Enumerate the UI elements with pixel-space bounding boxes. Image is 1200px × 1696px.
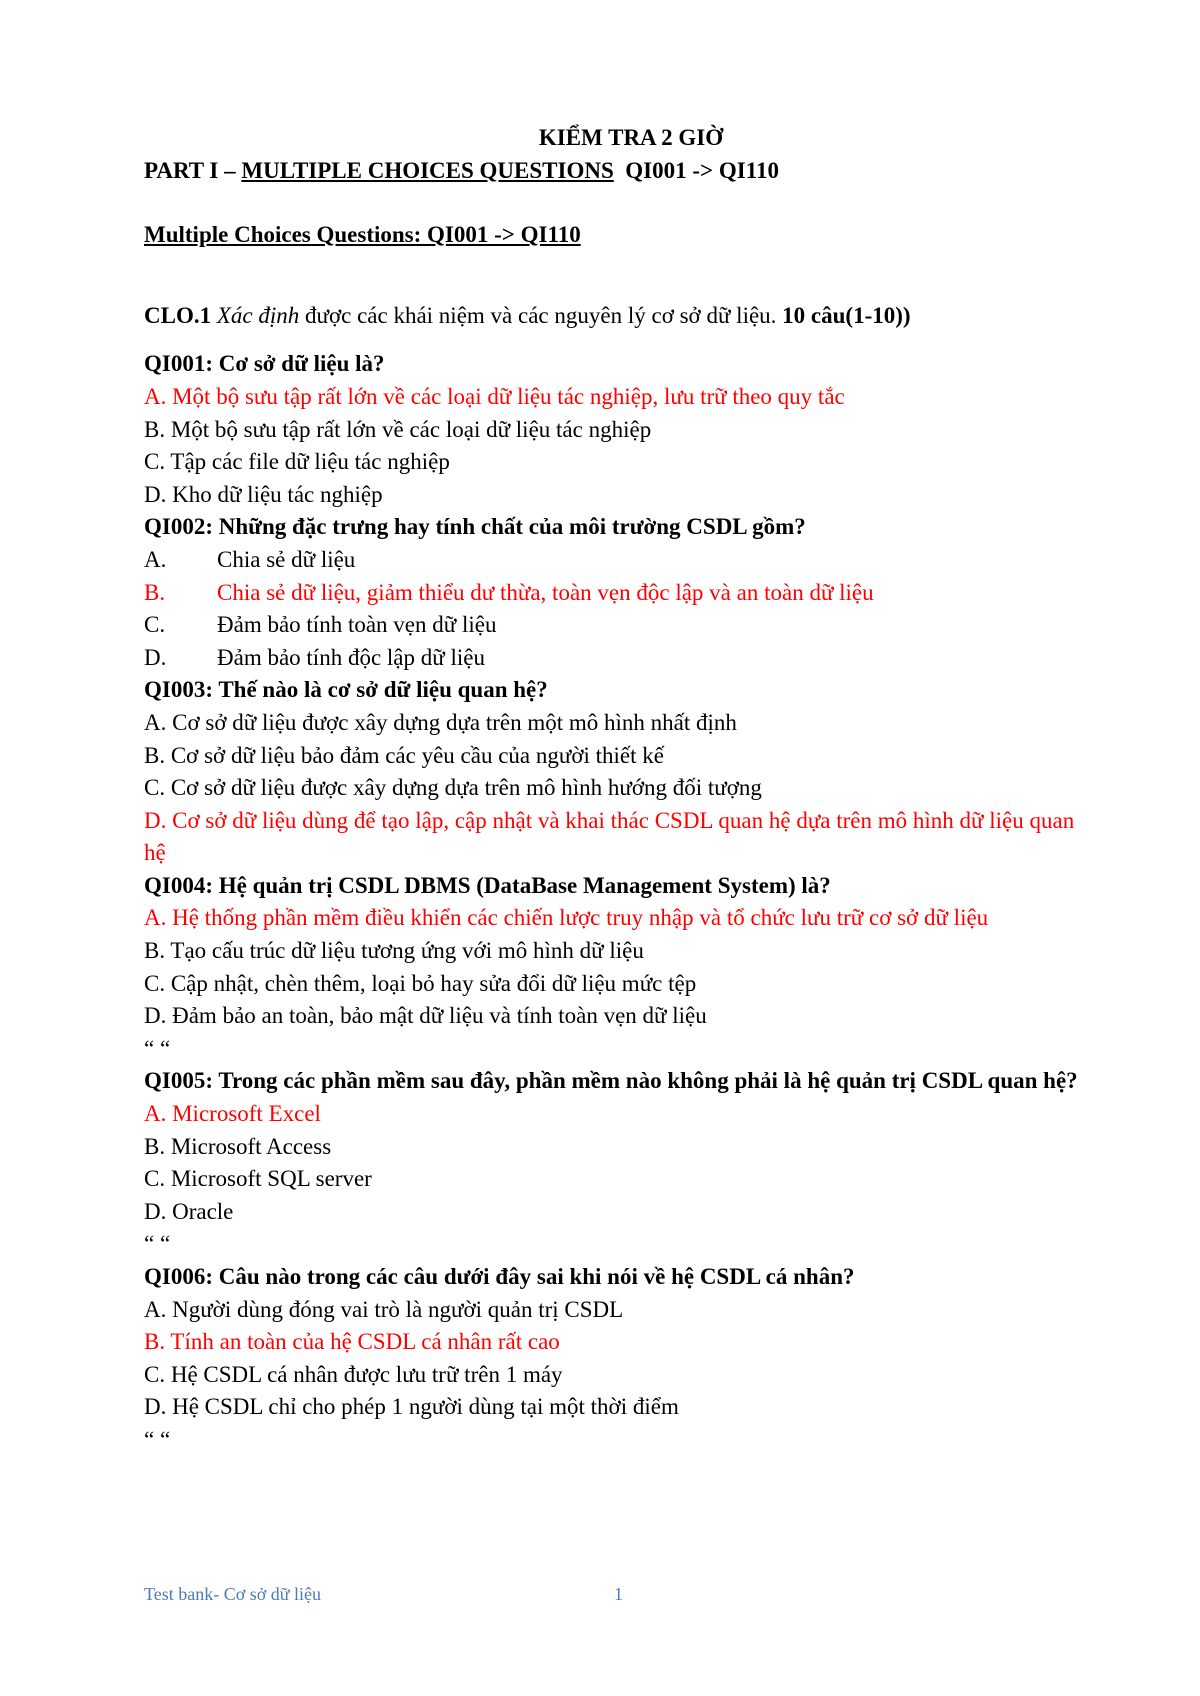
question-id: QI002: [144, 514, 206, 540]
answer-option: C. Microsoft SQL server: [144, 1166, 372, 1192]
question-qi005: [144, 1065, 1084, 1261]
quote-marks: “ “: [144, 1426, 171, 1452]
question-id: QI006:: [144, 1264, 213, 1289]
clo-range: (1-10)): [845, 302, 911, 328]
question-text: Hệ quản trị CSDL DBMS (DataBase Management System) là?: [213, 872, 831, 898]
question-text: Câu nào trong các câu dưới đây sai khi nói về hệ CSDL cá nhân?: [213, 1264, 855, 1289]
answer-option: D. Đảm bảo an toàn, bảo mật dữ liệu và tính toàn vẹn dữ liệu: [144, 1003, 707, 1029]
question-id: QI004:: [144, 872, 213, 898]
part-prefix: PART I –: [144, 157, 242, 183]
page-title: KIỂM TRA 2 GIỜ: [538, 125, 724, 150]
answer-option: A. Hệ thống phần mềm điều khiển các chiến lược truy nhập và tổ chức lưu trữ cơ sở dữ liệu: [144, 905, 989, 931]
question-text: Cơ sở dữ liệu là?: [213, 351, 385, 377]
question-qi001: [144, 348, 1084, 511]
question-id: QI005:: [144, 1068, 213, 1094]
clo-text: được các khái niệm và các nguyên lý cơ sở dữ liệu.: [299, 302, 783, 328]
answer-option: D. Hệ CSDL chỉ cho phép 1 người dùng tại một thời điểm: [144, 1394, 679, 1420]
question-stem: [144, 511, 1084, 544]
answer-option: B. Chia sẻ dữ liệu, giảm thiểu dư thừa, toàn vẹn độc lập và an toàn dữ liệu: [144, 579, 874, 605]
part-range: QI001 -> QI110: [625, 157, 779, 183]
answer-option: A. Người dùng đóng vai trò là người quản trị CSDL: [144, 1296, 624, 1322]
question-text: Trong các phần mềm sau đây, phần mềm nào không phải là hệ quản trị CSDL quan hệ?: [213, 1068, 1078, 1094]
quote-marks: “ “: [144, 1035, 171, 1061]
answer-option: A. Một bộ sưu tập rất lớn về các loại dữ liệu tác nghiệp, lưu trữ theo quy tắc: [144, 383, 845, 409]
question-id: QI003:: [144, 677, 213, 703]
answer-option: C. Tập các file dữ liệu tác nghiệp: [144, 449, 450, 475]
answer-option: C. Đảm bảo tính toàn vẹn dữ liệu: [144, 612, 497, 638]
question-stem: [144, 348, 1084, 381]
question-stem: [144, 870, 1084, 903]
answer-option: D. Kho dữ liệu tác nghiệp: [144, 481, 383, 507]
answer-option: D. Đảm bảo tính độc lập dữ liệu: [144, 644, 485, 670]
question-stem: [144, 1065, 1084, 1098]
question-qi003: [144, 674, 1084, 870]
quote-marks: “ “: [144, 1231, 171, 1257]
clo-verb: Xác định: [216, 302, 300, 328]
answer-option: B. Tính an toàn của hệ CSDL cá nhân rất cao: [144, 1329, 560, 1355]
page-number: 1: [614, 1584, 623, 1604]
answer-option: A. Microsoft Excel: [144, 1101, 321, 1127]
answer-option: D. Cơ sở dữ liệu dùng để tạo lập, cập nhật và khai thác CSDL quan hệ dựa trên mô hình dữ liệu quan hệ: [144, 807, 1075, 866]
footer-title: Test bank- Cơ sở dữ liệu: [144, 1584, 322, 1604]
clo-statement: [144, 300, 1084, 333]
clo-count: 10 câu: [782, 302, 846, 328]
question-qi004: [144, 870, 1084, 1066]
question-stem: [144, 1261, 1084, 1294]
part-underlined: MULTIPLE CHOICES QUESTIONS: [241, 157, 614, 183]
question-qi006: [144, 1261, 1084, 1457]
answer-option: C. Cập nhật, chèn thêm, loại bỏ hay sửa đổi dữ liệu mức tệp: [144, 970, 697, 996]
answer-option: C. Cơ sở dữ liệu được xây dựng dựa trên mô hình hướng đối tượng: [144, 775, 762, 801]
answer-option: B. Một bộ sưu tập rất lớn về các loại dữ liệu tác nghiệp: [144, 416, 652, 442]
question-id: QI001:: [144, 351, 213, 377]
clo-code: CLO.1: [144, 302, 212, 328]
answer-option: A. Cơ sở dữ liệu được xây dựng dựa trên một mô hình nhất định: [144, 709, 737, 735]
question-text: : Những đặc trưng hay tính chất của môi trường CSDL gồm?: [205, 514, 806, 540]
question-stem: [144, 674, 1084, 707]
section-heading: Multiple Choices Questions: QI001 -> QI110: [144, 222, 581, 248]
document-content: [144, 122, 1084, 1457]
part-heading: [144, 155, 1084, 188]
answer-option: B. Microsoft Access: [144, 1133, 332, 1159]
answer-option: D. Oracle: [144, 1198, 234, 1224]
answer-option: C. Hệ CSDL cá nhân được lưu trữ trên 1 máy: [144, 1361, 563, 1387]
question-qi002: [144, 511, 1084, 674]
answer-option: B. Cơ sở dữ liệu bảo đảm các yêu cầu của người thiết kế: [144, 742, 664, 768]
answer-option: B. Tạo cấu trúc dữ liệu tương ứng với mô hình dữ liệu: [144, 938, 644, 964]
question-text: Thế nào là cơ sở dữ liệu quan hệ?: [213, 677, 548, 703]
answer-option: A. Chia sẻ dữ liệu: [144, 546, 356, 572]
